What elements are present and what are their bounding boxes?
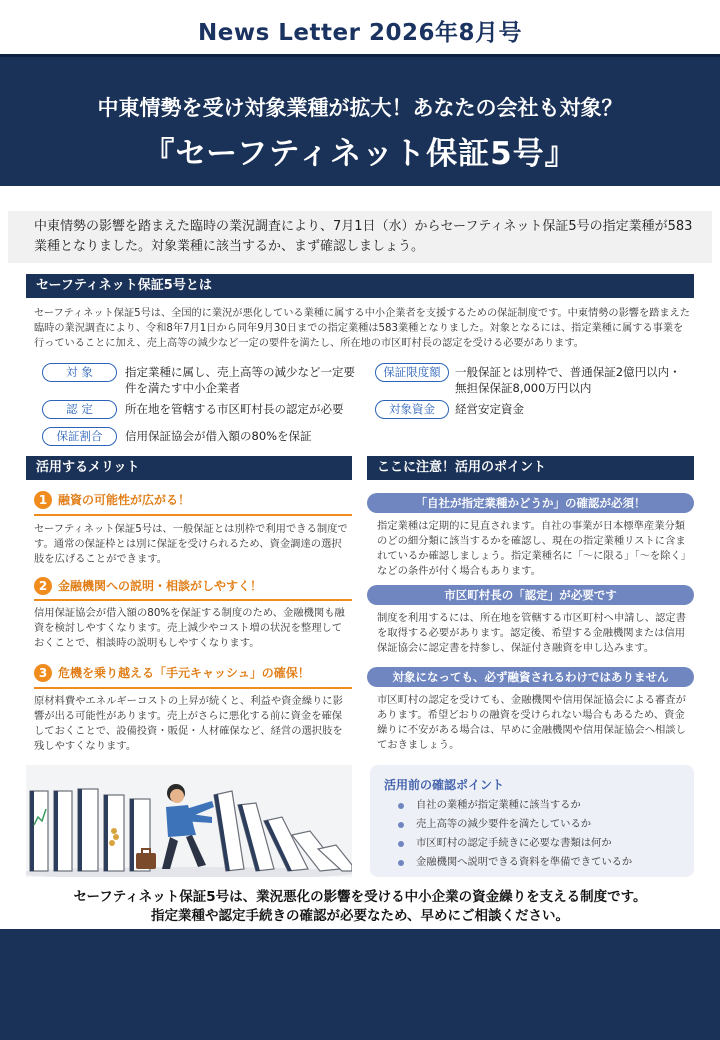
checklist-title: 活用前の確認ポイント — [384, 778, 505, 792]
closing-line-1: セーフティネット保証5号は、業況悪化の影響を受ける中小企業の資金繰りを支える制度です。 — [73, 889, 647, 905]
caution-title: 対象になっても、必ず融資されるわけではありません — [367, 667, 694, 687]
caution-heading: ここに注意！活用のポイント — [367, 456, 694, 480]
closing-message — [0, 888, 720, 926]
merit-divider — [34, 599, 352, 601]
bullet-icon — [398, 860, 404, 866]
term-label-limit: 保証限度額 — [375, 363, 449, 382]
domino-businessman-illustration — [26, 765, 352, 877]
caution-text: 指定業種は定期的に見直されます。自社の事業が日本標準産業分類のどの細分類に該当するかを確認し、現在の指定業種リストに含まれているか確認しましょう。指定業種名に「～に限る」「～を除く」などの条件が付く場合もあります。 — [377, 520, 686, 577]
merit-title: 金融機関への説明・相談がしやすく！ — [58, 579, 263, 593]
merit-divider — [34, 687, 352, 689]
term-label-certification: 認 定 — [42, 400, 117, 419]
caution-text: 市区町村の認定を受けても、金融機関や信用保証協会による審査があります。希望どおりの融資を受けられない場合もあるため、資金繰りに不安がある場合は、早めに金融機関や信用保証協会へ相談しておきましょう。 — [377, 694, 686, 751]
term-label-target: 対 象 — [42, 363, 117, 382]
term-label-guarantee-ratio: 保証割合 — [42, 427, 117, 446]
caution-title: 「自社が指定業種かどうか」の確認が必須！ — [367, 493, 694, 513]
term-value-funds: 経営安定資金 — [455, 402, 524, 416]
hero-title: 『セーフティネット保証5号』 — [143, 136, 577, 172]
bullet-icon — [398, 841, 404, 847]
definition-text: セーフティネット保証5号は、全国的に業況が悪化している業種に属する中小企業者を支援するための保証制度です。中東情勢の影響を踏まえた臨時の業況調査により、令和8年7月1日から同年9月30日までの指定業種は583業種となりました。対象となるには、指定業種に属する事業を行っていることに加え、売上高等の減少など一定の要件を満たし、所在地の市区町村長の認定を受ける必要があります。 — [34, 308, 690, 349]
term-value-limit: 一般保証とは別枠で、普通保証2億円以内・無担保保証8,000万円以内 — [455, 365, 681, 395]
closing-line-2: 指定業種や認定手続きの確認が必要なため、早めにご相談ください。 — [151, 908, 569, 924]
merit-number: 1 — [34, 491, 52, 509]
term-value-certification: 所在地を管轄する市区町村長の認定が必要 — [125, 402, 344, 416]
term-value-guarantee-ratio: 信用保証協会が借入額の80%を保証 — [125, 429, 312, 443]
term-label-funds: 対象資金 — [375, 400, 449, 419]
checklist-item: 自社の業種が指定業種に該当するか — [416, 799, 581, 811]
merit-title: 危機を乗り越える「手元キャッシュ」の確保！ — [58, 666, 310, 680]
merit-text: 信用保証協会が借入額の80%を保証する制度のため、金融機関も融資を検討しやすくなります。売上減少やコスト増の状況を整理しておくことで、相談時の説明もしやすくなります。 — [34, 607, 345, 649]
merits-heading: 活用するメリット — [26, 456, 352, 480]
merit-text: セーフティネット保証5号は、一般保証とは別枠で利用できる制度です。通常の保証枠とは別に保証を受けられるため、資金調達の選択肢を広げることができます。 — [34, 523, 348, 565]
checklist-item: 金融機関へ説明できる資料を準備できているか — [416, 856, 633, 868]
merit-divider — [34, 514, 352, 516]
checklist-item: 売上高等の減少要件を満たしているか — [416, 818, 592, 830]
merit-text: 原材料費やエネルギーコストの上昇が続くと、利益や資金繰りに影響が出る可能性があります。売上がさらに悪化する前に資金を確保しておくことで、設備投資・販促・人材確保など、経営の選択肢を残しやすくなります。 — [34, 695, 343, 752]
newsletter-title: News Letter 2026年8月号 — [197, 20, 522, 46]
bullet-icon — [398, 803, 404, 809]
definition-heading: セーフティネット保証5号とは — [26, 274, 694, 298]
caution-text: 制度を利用するには、所在地を管轄する市区町村へ申請し、認定書を取得する必要があります。認定後、希望する金融機関または信用保証協会に認定書を持参し、保証付き融資を申し込みます。 — [377, 612, 686, 654]
term-value-target: 指定業種に属し、売上高等の減少など一定要件を満たす中小企業者 — [125, 365, 355, 395]
intro-text: 中東情勢の影響を踏まえた臨時の業況調査により、7月1日（水）からセーフティネット保証5号の指定業種が583業種となりました。対象業種に該当するか、まず確認しましょう。 — [34, 219, 693, 254]
bullet-icon — [398, 822, 404, 828]
domino-illustration-icon — [26, 765, 352, 877]
footer-band — [0, 929, 720, 1040]
merit-number: 2 — [34, 577, 52, 595]
merit-title: 融資の可能性が広がる！ — [58, 493, 191, 507]
hero-headline: 中東情勢を受け対象業種が拡大！あなたの会社も対象？ — [97, 96, 623, 120]
checklist-item: 市区町村の認定手続きに必要な書類は何か — [416, 837, 612, 849]
caution-title: 市区町村長の「認定」が必要です — [367, 585, 694, 605]
merit-number: 3 — [34, 664, 52, 682]
